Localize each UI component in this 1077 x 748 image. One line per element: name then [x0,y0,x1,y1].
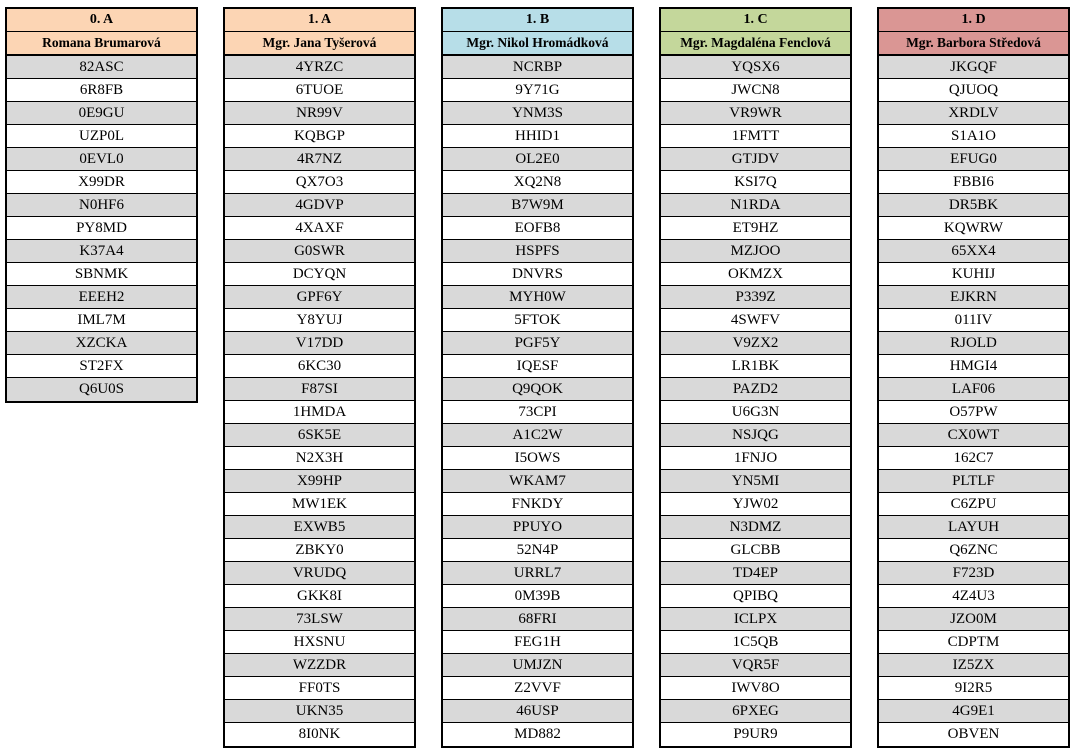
code-cell: 4SWFV [661,309,850,332]
code-cell: Z2VVF [443,677,632,700]
code-cell: TD4EP [661,562,850,585]
code-cell: WKAM7 [443,470,632,493]
code-cell: HSPFS [443,240,632,263]
class-name-header: 1. B [443,9,632,32]
code-cell: KQWRW [879,217,1068,240]
code-cell: 9I2R5 [879,677,1068,700]
code-cell: ZBKY0 [225,539,414,562]
teacher-name-header: Mgr. Jana Tyšerová [225,32,414,55]
code-cell: QPIBQ [661,585,850,608]
teacher-name-header: Mgr. Nikol Hromádková [443,32,632,55]
class-table [223,7,416,748]
code-cell: A1C2W [443,424,632,447]
code-cell: X99DR [7,171,196,194]
code-cell: LR1BK [661,355,850,378]
code-cell: 4YRZC [225,56,414,79]
code-cell: S1A1O [879,125,1068,148]
code-cell: HHID1 [443,125,632,148]
code-cell: WZZDR [225,654,414,677]
code-cell: C6ZPU [879,493,1068,516]
code-cell: IQESF [443,355,632,378]
code-cell: I5OWS [443,447,632,470]
code-cell: 0M39B [443,585,632,608]
code-cell: KUHIJ [879,263,1068,286]
code-cell: N2X3H [225,447,414,470]
code-cell: DCYQN [225,263,414,286]
class-table [5,7,198,403]
code-cell: YN5MI [661,470,850,493]
code-cell: 65XX4 [879,240,1068,263]
code-cell: MZJOO [661,240,850,263]
code-cell: LAF06 [879,378,1068,401]
class-name-header: 1. C [661,9,850,32]
code-cell: 0EVL0 [7,148,196,171]
code-cell: U6G3N [661,401,850,424]
code-cell: FBBI6 [879,171,1068,194]
teacher-name-header: Mgr. Barbora Středová [879,32,1068,55]
code-cell: FNKDY [443,493,632,516]
code-cell: EEEH2 [7,286,196,309]
code-cell: KSI7Q [661,171,850,194]
class-name-header: 1. D [879,9,1068,32]
code-cell: GTJDV [661,148,850,171]
class-table [441,7,634,748]
code-cell: UKN35 [225,700,414,723]
code-cell: 52N4P [443,539,632,562]
code-cell: UMJZN [443,654,632,677]
code-cell: EJKRN [879,286,1068,309]
code-cell: XRDLV [879,102,1068,125]
code-cell: EOFB8 [443,217,632,240]
code-cell: YJW02 [661,493,850,516]
code-cell: YNM3S [443,102,632,125]
code-cell: 6R8FB [7,79,196,102]
code-cell: OKMZX [661,263,850,286]
code-cell: DNVRS [443,263,632,286]
code-cell: 8I0NK [225,723,414,746]
code-cell: EXWB5 [225,516,414,539]
code-cell: URRL7 [443,562,632,585]
code-cell: NR99V [225,102,414,125]
code-cell: G0SWR [225,240,414,263]
code-cell: 4GDVP [225,194,414,217]
code-list [7,55,196,401]
code-cell: XQ2N8 [443,171,632,194]
code-cell: 4G9E1 [879,700,1068,723]
code-cell: 9Y71G [443,79,632,102]
code-cell: K37A4 [7,240,196,263]
code-cell: SBNMK [7,263,196,286]
code-cell: FEG1H [443,631,632,654]
code-cell: B7W9M [443,194,632,217]
code-cell: 4Z4U3 [879,585,1068,608]
code-list [661,55,850,746]
code-cell: CX0WT [879,424,1068,447]
code-cell: N1RDA [661,194,850,217]
code-cell: P9UR9 [661,723,850,746]
code-cell: P339Z [661,286,850,309]
code-cell: QJUOQ [879,79,1068,102]
code-cell: 4XAXF [225,217,414,240]
code-cell: EFUG0 [879,148,1068,171]
code-cell: Q6ZNC [879,539,1068,562]
code-cell: 1C5QB [661,631,850,654]
code-cell: VQR5F [661,654,850,677]
class-name-header: 1. A [225,9,414,32]
code-cell: IZ5ZX [879,654,1068,677]
code-cell: OBVEN [879,723,1068,746]
code-cell: PPUYO [443,516,632,539]
code-list [225,55,414,746]
code-cell: 6TUOE [225,79,414,102]
code-cell: 0E9GU [7,102,196,125]
code-cell: Q9QOK [443,378,632,401]
code-cell: NCRBP [443,56,632,79]
code-cell: 4R7NZ [225,148,414,171]
code-cell: V9ZX2 [661,332,850,355]
code-cell: JZO0M [879,608,1068,631]
code-cell: X99HP [225,470,414,493]
code-cell: GPF6Y [225,286,414,309]
code-cell: FF0TS [225,677,414,700]
code-cell: 5FTOK [443,309,632,332]
class-table [877,7,1070,748]
code-cell: YQSX6 [661,56,850,79]
code-cell: 011IV [879,309,1068,332]
class-name-header: 0. A [7,9,196,32]
code-cell: JKGQF [879,56,1068,79]
code-cell: QX7O3 [225,171,414,194]
code-cell: MW1EK [225,493,414,516]
code-cell: OL2E0 [443,148,632,171]
teacher-name-header: Mgr. Magdaléna Fenclová [661,32,850,55]
code-cell: 6KC30 [225,355,414,378]
teacher-name-header: Romana Brumarová [7,32,196,55]
code-cell: 1FNJO [661,447,850,470]
code-cell: 46USP [443,700,632,723]
code-cell: HXSNU [225,631,414,654]
code-cell: UZP0L [7,125,196,148]
code-cell: 82ASC [7,56,196,79]
code-cell: 73CPI [443,401,632,424]
code-cell: 68FRI [443,608,632,631]
code-cell: VR9WR [661,102,850,125]
code-cell: N3DMZ [661,516,850,539]
code-cell: HMGI4 [879,355,1068,378]
code-cell: ST2FX [7,355,196,378]
code-cell: F723D [879,562,1068,585]
code-cell: RJOLD [879,332,1068,355]
code-cell: GKK8I [225,585,414,608]
code-cell: MD882 [443,723,632,746]
code-cell: KQBGP [225,125,414,148]
code-cell: VRUDQ [225,562,414,585]
code-cell: PAZD2 [661,378,850,401]
code-cell: F87SI [225,378,414,401]
code-list [443,55,632,746]
code-cell: 73LSW [225,608,414,631]
code-cell: Y8YUJ [225,309,414,332]
code-cell: ICLPX [661,608,850,631]
code-list [879,55,1068,746]
code-cell: ET9HZ [661,217,850,240]
code-cell: 162C7 [879,447,1068,470]
code-cell: CDPTM [879,631,1068,654]
code-cell: 1FMTT [661,125,850,148]
code-cell: XZCKA [7,332,196,355]
class-table [659,7,852,748]
code-cell: JWCN8 [661,79,850,102]
code-cell: N0HF6 [7,194,196,217]
code-cell: LAYUH [879,516,1068,539]
code-cell: 6SK5E [225,424,414,447]
code-cell: O57PW [879,401,1068,424]
code-cell: NSJQG [661,424,850,447]
code-cell: IWV8O [661,677,850,700]
code-cell: Q6U0S [7,378,196,401]
code-cell: 1HMDA [225,401,414,424]
code-cell: MYH0W [443,286,632,309]
code-cell: PY8MD [7,217,196,240]
code-cell: PLTLF [879,470,1068,493]
code-cell: PGF5Y [443,332,632,355]
code-cell: IML7M [7,309,196,332]
code-cell: GLCBB [661,539,850,562]
code-cell: V17DD [225,332,414,355]
code-cell: DR5BK [879,194,1068,217]
code-cell: 6PXEG [661,700,850,723]
